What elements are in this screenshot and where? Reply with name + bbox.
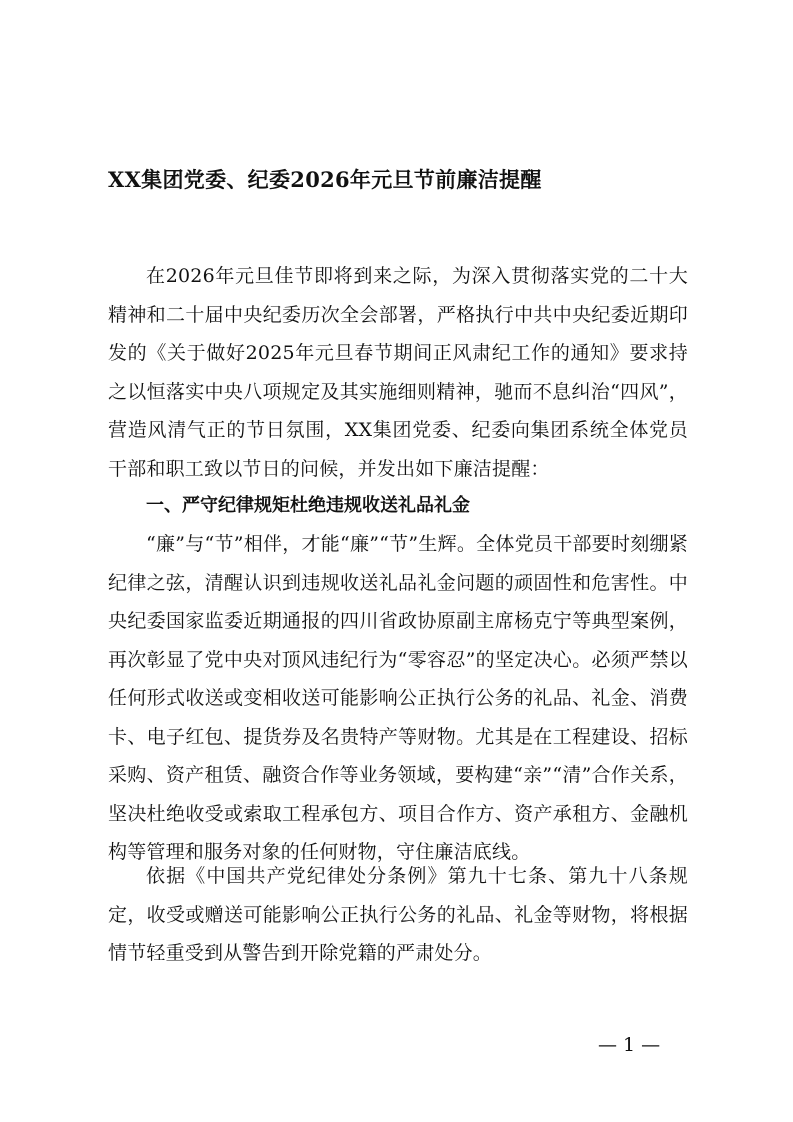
page-number: — 1 — (598, 1034, 661, 1056)
section-1-paragraph-2: 依据《中国共产党纪律处分条例》第九十七条、第九十八条规定，收受或赠送可能影响公正执行公务的礼品、礼金等财物，将根据情节轻重受到从警告到开除党籍的严肃处分。 (108, 865, 688, 964)
section-heading-1: 一、严守纪律规矩杜绝违规收送礼品礼金 (146, 495, 470, 516)
section-1-paragraph-1: “廉”与“节”相伴，才能“廉”“节”生辉。全体党员干部要时刻绷紧纪律之弦，清醒认识到违规收送礼品礼金问题的顽固性和危害性。中央纪委国家监委近期通报的四川省政协原副主席杨克宁等典型案例，再次彰显了党中央对顶风违纪行为“零容忍”的坚定决心。必须严禁以任何形式收送或变相收送可能影响公正执行公务的礼品、礼金、消费卡、电子红包、提货券及名贵特产等财物。尤其是在工程建设、招标采购、资产租赁、融资合作等业务领域，要构建“亲”“清”合作关系，坚决杜绝收受或索取工程承包方、项目合作方、资产承租方、金融机构等管理和服务对象的任何财物，守住廉洁底线。 (108, 533, 688, 863)
intro-paragraph: 在2026年元旦佳节即将到来之际，为深入贯彻落实党的二十大精神和二十届中央纪委历次全会部署，严格执行中共中央纪委近期印发的《关于做好2025年元旦春节期间正风肃纪工作的通知》要求持之以恒落实中央八项规定及其实施细则精神，驰而不息纠治“四风”，营造风清气正的节日氛围，XX集团党委、纪委向集团系统全体党员干部和职工致以节日的问候，并发出如下廉洁提醒： (108, 265, 688, 480)
page-title: XX集团党委、纪委2026年元旦节前廉洁提醒 (108, 167, 542, 192)
